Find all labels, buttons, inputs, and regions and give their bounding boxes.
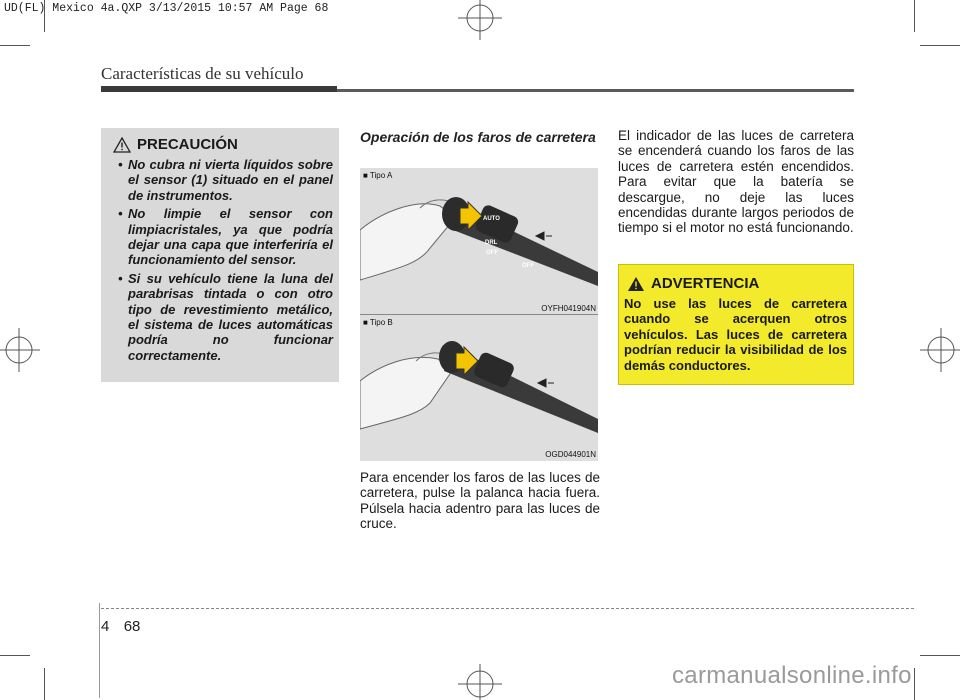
precaution-item: • No limpie el sensor con limpiacristales, ya que podría dejar una capa que interferiría el funcionamiento del sensor. bbox=[113, 206, 333, 268]
lever-illustration-b bbox=[360, 315, 598, 461]
registration-mark-icon bbox=[920, 325, 960, 375]
switch-label-auto: AUTO bbox=[483, 216, 500, 222]
crop-mark bbox=[44, 668, 45, 700]
warning-text: No use las luces de carretera cuando se acerquen otros vehículos. Las luces de carretera podrían reducir la visibilidad de los demás conductores. bbox=[624, 296, 847, 373]
footer-separator bbox=[99, 603, 100, 698]
title-rule-accent bbox=[101, 86, 337, 92]
registration-mark-icon bbox=[455, 0, 505, 42]
crop-mark bbox=[914, 0, 915, 32]
precaution-item: • No cubra ni vierta líquidos sobre el sensor (1) situado en el panel de instrumentos. bbox=[113, 157, 333, 203]
figure-type-b-label: ■ Tipo B bbox=[363, 318, 393, 327]
warning-box bbox=[618, 264, 854, 385]
crop-mark bbox=[0, 655, 30, 656]
operation-paragraph: Para encender los faros de las luces de carretera, pulse la palanca hacia fuera. Púlsela hacia adentro para las luces de cruce. bbox=[360, 470, 600, 532]
registration-mark-icon bbox=[0, 325, 40, 375]
footer-rule bbox=[101, 608, 914, 609]
lever-illustration-a bbox=[360, 168, 598, 314]
watermark: carmanualsonline.info bbox=[672, 662, 912, 689]
crop-mark bbox=[914, 668, 915, 700]
switch-label-off: OFF bbox=[486, 250, 498, 256]
precaution-item: • Si su vehículo tiene la luna del parabrisas tintada o con otro tipo de revestimiento metálico, el sistema de luces automáticas podría no funcionar correctamente. bbox=[113, 271, 333, 363]
warning-triangle-icon bbox=[113, 137, 131, 153]
precaution-list bbox=[113, 157, 333, 363]
crop-mark bbox=[920, 655, 960, 656]
precaution-title: PRECAUCIÓN bbox=[137, 136, 238, 153]
indicator-paragraph: El indicador de las luces de carretera se encenderá cuando los faros de las luces de carretera estén encendidos. Para evitar que la batería se descargue, no deje las luces encendidas durante largos periodos de tiempo si el motor no está funcionando. bbox=[618, 128, 854, 236]
print-header: UD(FL) Mexico 4a.QXP 3/13/2015 10:57 AM Page 68 bbox=[4, 2, 329, 15]
warning-triangle-icon bbox=[627, 276, 645, 292]
crop-mark bbox=[0, 45, 30, 46]
switch-label-off: OFF bbox=[522, 263, 534, 269]
headlight-figure bbox=[360, 168, 598, 460]
registration-mark-icon bbox=[455, 664, 505, 700]
page-number bbox=[101, 618, 140, 635]
warning-header bbox=[624, 275, 847, 292]
figure-panel-type-b bbox=[360, 314, 598, 461]
chapter-number: 4 bbox=[101, 618, 110, 635]
precaution-box bbox=[101, 128, 339, 382]
section-title: Características de su vehículo bbox=[101, 64, 304, 83]
operation-heading: Operación de los faros de carretera bbox=[360, 129, 596, 145]
crop-mark bbox=[920, 45, 960, 46]
precaution-header bbox=[113, 136, 333, 153]
figure-type-b-code: OGD044901N bbox=[545, 450, 596, 459]
switch-label-drl: DRL bbox=[485, 240, 498, 246]
warning-title: ADVERTENCIA bbox=[651, 275, 760, 292]
figure-type-a-label: ■ Tipo A bbox=[363, 171, 393, 180]
figure-type-a-code: OYFH041904N bbox=[541, 304, 596, 313]
figure-panel-type-a bbox=[360, 168, 598, 314]
page-number-value: 68 bbox=[123, 618, 141, 635]
